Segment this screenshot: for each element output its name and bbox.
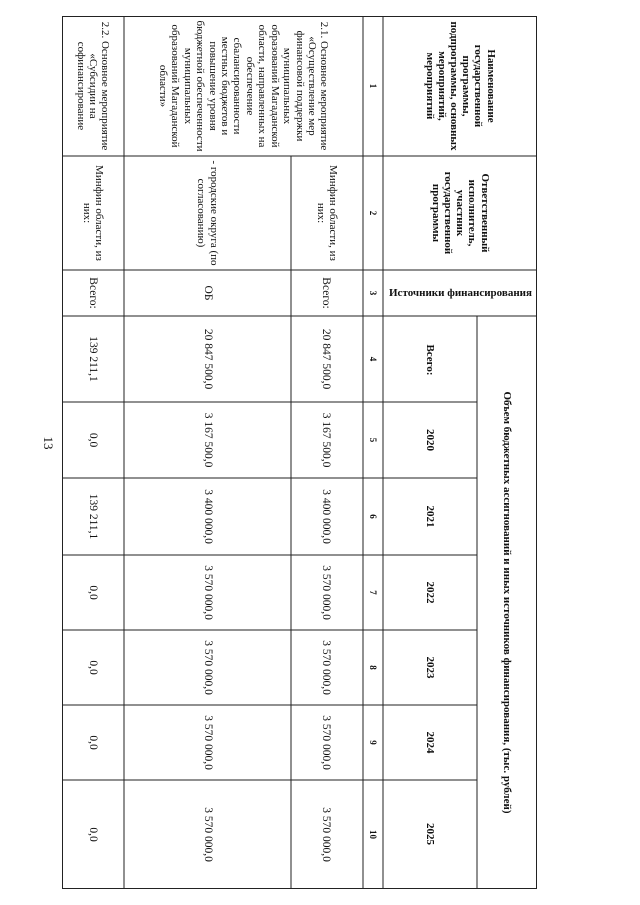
header-year-2021: 2021 <box>424 505 437 528</box>
header-year-2023: 2023 <box>424 656 437 679</box>
header-year-2022: 2022 <box>424 581 437 604</box>
row-value: 3 570 000,0 <box>320 715 333 770</box>
row-value: 139 211,1 <box>87 493 100 540</box>
header-year-2020: 2020 <box>424 429 437 451</box>
column-number: 10 <box>368 830 379 839</box>
header-source: Источники финансирования <box>388 286 532 299</box>
column-number: 4 <box>368 356 379 362</box>
header-name: Наименование государственной программы, подпрограммы, основных мероприятий, мероприятий <box>423 21 497 151</box>
column-number: 1 <box>368 83 379 89</box>
header-year-2025: 2025 <box>424 823 437 845</box>
column-number: 2 <box>368 210 379 216</box>
header-year-2024: 2024 <box>424 731 437 754</box>
row-value: 3 167 500,0 <box>201 412 214 468</box>
row-executor: - городские округа (по согласованию) <box>195 160 220 266</box>
row-source: ОБ <box>201 285 214 301</box>
row-value: 0,0 <box>87 660 100 675</box>
row-value: 0,0 <box>87 827 100 842</box>
row-source: Всего: <box>87 277 100 309</box>
row-value: 3 570 000,0 <box>201 715 214 770</box>
row-value: 3 400 000,0 <box>201 489 214 544</box>
row-value: 3 167 500,0 <box>320 412 333 468</box>
header-total: Всего: <box>424 344 437 376</box>
row-value: 139 211,1 <box>87 336 100 382</box>
column-number: 6 <box>368 514 379 519</box>
column-number: 8 <box>368 665 379 670</box>
row-value: 3 570 000,0 <box>320 565 333 620</box>
column-number: 5 <box>368 437 379 443</box>
column-number: 9 <box>368 740 379 745</box>
row-executor: Минфин области, из них: <box>315 165 340 261</box>
row-value: 20 847 500,0 <box>201 328 214 390</box>
financing-table <box>62 16 537 889</box>
row-value: 3 570 000,0 <box>201 807 214 862</box>
column-number: 7 <box>368 590 379 595</box>
row-value: 3 570 000,0 <box>320 640 333 695</box>
column-number: 3 <box>368 290 379 296</box>
header-volume: Объем бюджетных ассигнований и иных источников финансирования, (тыс. рублей) <box>501 391 514 814</box>
row-source: Всего: <box>320 277 333 309</box>
row-name-2-2: 2.2. Основное мероприятие «Субсидии на софинансирование <box>74 21 112 151</box>
row-value: 3 570 000,0 <box>201 565 214 620</box>
row-value: 3 570 000,0 <box>201 640 214 695</box>
row-value: 20 847 500,0 <box>320 328 333 390</box>
row-value: 3 570 000,0 <box>320 807 333 862</box>
row-value: 3 400 000,0 <box>320 489 333 544</box>
row-name-2-1: 2.1. Основное мероприятие «Осуществление мер финансовой поддержки муниципальных образований Магаданской области, направленных на обеспечение сбалансированности местных бюджетов и повышение уровня бюджетной обеспеченности муниципальных образований Магаданской области» <box>157 20 331 152</box>
row-value: 0,0 <box>87 432 100 448</box>
row-executor: Минфин области, из них: <box>81 165 106 261</box>
row-value: 0,0 <box>87 735 100 750</box>
page-number: 13 <box>41 436 56 450</box>
row-value: 0,0 <box>87 585 100 600</box>
header-executor: Ответственный исполнитель, участник государственной программы <box>429 171 491 255</box>
